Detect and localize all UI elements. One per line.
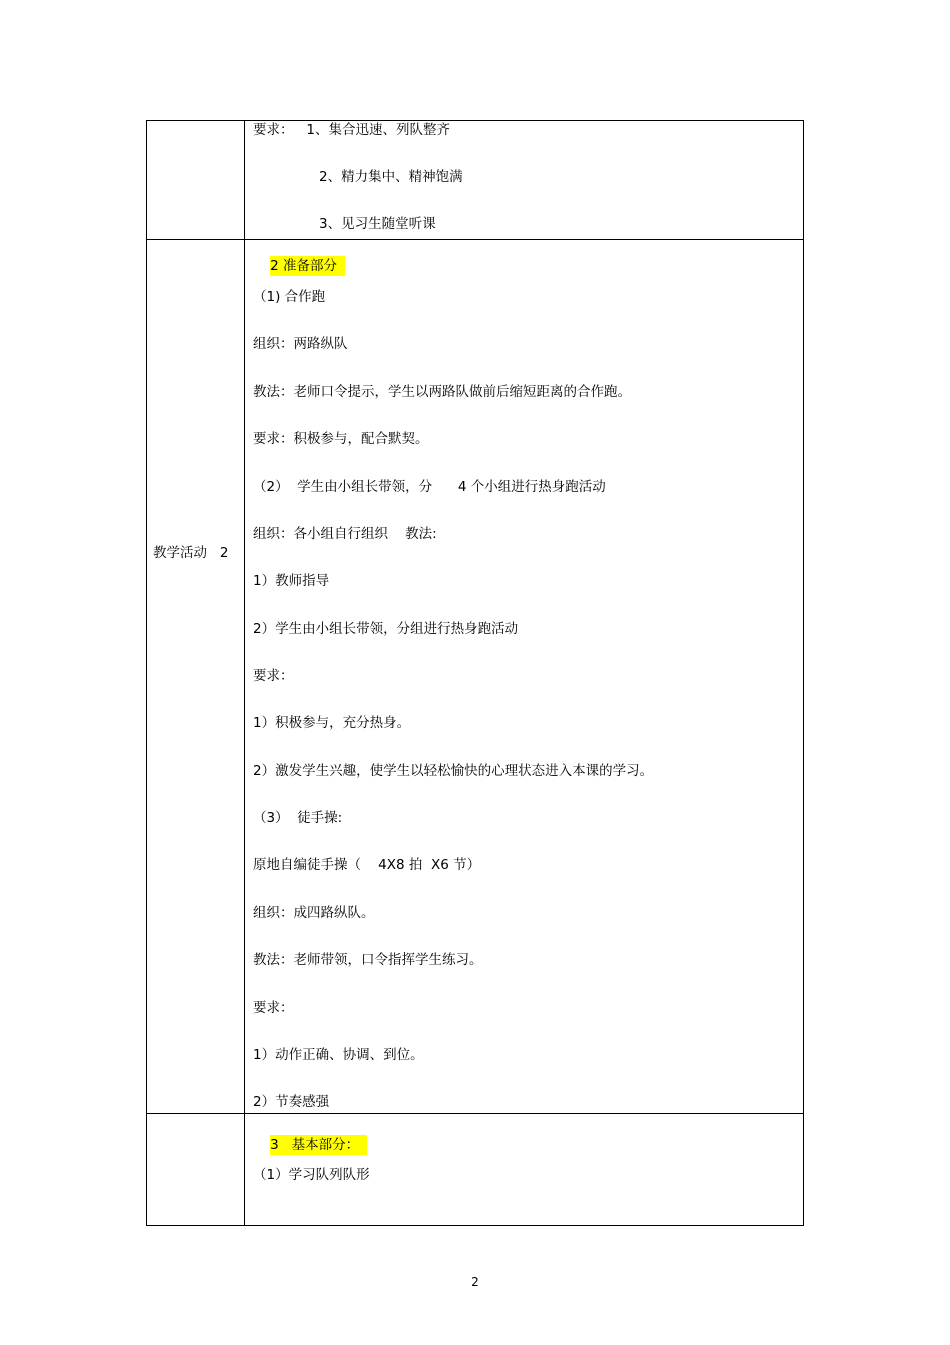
content-line: 组织：各小组自行组织 教法:: [253, 526, 437, 542]
content-line: （2） 学生由小组长带领，分 4 个小组进行热身跑活动: [253, 479, 606, 495]
content-line: 原地自编徒手操（ 4X8 拍 X6 节）: [253, 857, 481, 873]
content-line: （3） 徒手操:: [253, 810, 343, 826]
page-number: 2: [471, 1275, 479, 1289]
content-line: 1）教师指导: [253, 573, 330, 589]
section-heading-text: 2 准备部分: [270, 256, 345, 276]
requirement-line: 3、见习生随堂听课: [319, 216, 436, 232]
section-heading-preparation: [253, 242, 345, 290]
content-line: 要求：: [253, 668, 294, 684]
content-line: 教法：老师口令提示，学生以两路队做前后缩短距离的合作跑。: [253, 384, 631, 400]
content-line: 组织：两路纵队: [253, 336, 348, 352]
content-line: 教法：老师带领，口令指挥学生练习。: [253, 952, 483, 968]
content-line: 组织：成四路纵队。: [253, 905, 375, 921]
column-divider: [244, 120, 245, 1226]
row-divider-2: [146, 1113, 804, 1114]
content-line: 2）激发学生兴趣，使学生以轻松愉快的心理状态进入本课的学习。: [253, 763, 654, 779]
content-line: 2）节奏感强: [253, 1094, 330, 1110]
table-border-right: [803, 120, 804, 1226]
table-border-top: [146, 120, 804, 121]
content-line: 要求：积极参与，配合默契。: [253, 431, 429, 447]
section-heading-text: 3 基本部分：: [270, 1135, 367, 1155]
table-border-left: [146, 120, 147, 1226]
requirement-line: 要求： 1、集合迅速、列队整齐: [253, 122, 450, 138]
content-line: （1) 合作跑: [253, 289, 326, 305]
content-line: 要求：: [253, 1000, 294, 1016]
table-border-bottom: [146, 1225, 804, 1226]
content-line: 2）学生由小组长带领，分组进行热身跑活动: [253, 621, 519, 637]
requirement-line: 2、精力集中、精神饱满: [319, 169, 463, 185]
row-divider-1: [146, 239, 804, 240]
lesson-plan-table: [146, 120, 804, 1226]
content-line: （1）学习队列队形: [253, 1167, 370, 1183]
section-heading-basic: [253, 1121, 367, 1169]
content-line: 1）积极参与，充分热身。: [253, 715, 411, 731]
row-label-teaching-activity: 教学活动 2: [153, 545, 229, 561]
content-line: 1）动作正确、协调、到位。: [253, 1047, 424, 1063]
